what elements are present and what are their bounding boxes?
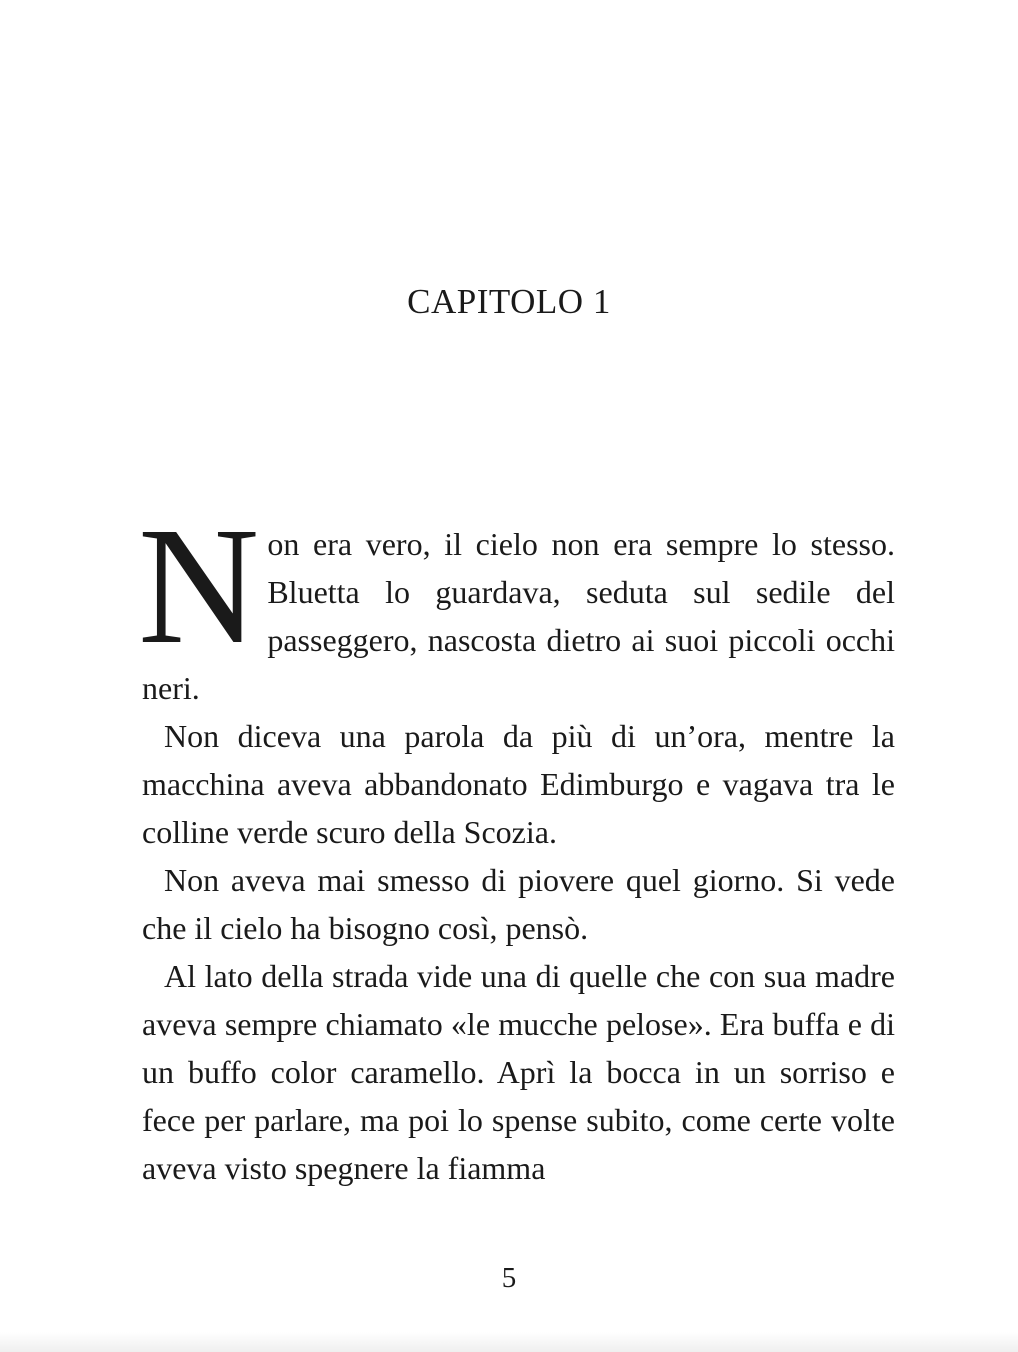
paragraph-3: Non aveva mai smesso di piovere quel giorno. Si vede che il cielo ha bisogno così, pensò. (142, 862, 895, 946)
page-number: 5 (501, 1262, 517, 1294)
chapter-body (138, 493, 895, 1192)
chapter-title: CAPITOLO 1 (407, 282, 611, 321)
paragraph-4: Al lato della strada vide una di quelle che con sua madre aveva sempre chiamato «le mucche pelose». Era buffa e di un buffo color caramello. Aprì la bocca in un sorriso e fece per parlare, ma poi lo spense subito, come certe volte aveva visto spegnere la fiamma (142, 958, 895, 1186)
paragraph-1 (138, 493, 895, 712)
paragraph-1-text: on era vero, il cielo non era sempre lo stesso. Bluetta lo guardava, seduta sul sedile del passeggero, nascosta dietro ai suoi piccoli occhi neri. (142, 526, 895, 706)
paragraph-2: Non diceva una parola da più di un’ora, mentre la macchina aveva abbandonato Edimburgo e vagava tra le colline verde scuro della Scozia. (142, 718, 895, 850)
drop-cap: N (138, 493, 260, 679)
bottom-shadow (0, 1332, 1018, 1352)
